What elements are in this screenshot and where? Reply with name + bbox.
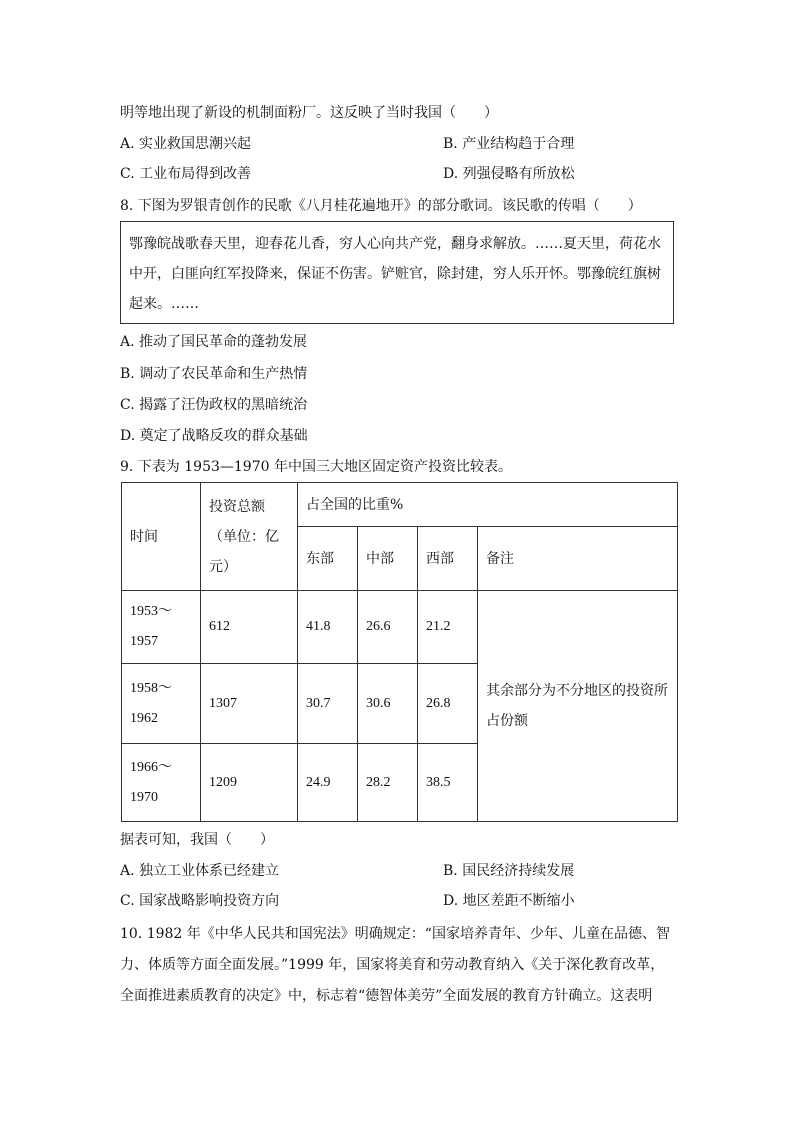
q9-stem: 9. 下表为 1953—1970 年中国三大地区固定资产投资比较表。 <box>120 459 512 475</box>
table-row <box>122 591 678 664</box>
q9-option-b[interactable]: B. 国民经济持续发展 <box>443 863 575 879</box>
header-share: 占全国的比重% <box>298 483 678 527</box>
row-west: 26.8 <box>418 664 478 744</box>
row-total: 1307 <box>201 664 298 744</box>
header-time: 时间 <box>122 483 201 591</box>
header-note: 备注 <box>478 527 678 591</box>
q8-lyrics-line-1: 鄂豫皖战歌春天里，迎春花儿香，穷人心向共产党，翻身求解放。……夏天里，荷花水 <box>129 236 661 252</box>
q9-after-table: 据表可知，我国（ ） <box>120 832 274 848</box>
period-line-2: 1962 <box>130 710 158 726</box>
row-east: 30.7 <box>298 664 358 744</box>
q8-option-a[interactable]: A. 推动了国民革命的蓬勃发展 <box>120 334 308 350</box>
header-total <box>201 483 298 591</box>
q8-lyrics-box <box>120 221 674 324</box>
row-total: 1209 <box>201 744 298 822</box>
q10-line-1: 10. 1982 年《中华人民共和国宪法》明确规定：“国家培养青年、少年、儿童在品德、智 <box>120 926 670 942</box>
q7-option-a[interactable]: A. 实业救国思潮兴起 <box>120 136 252 152</box>
q7-stem-tail: 明等地出现了新设的机制面粉厂。这反映了当时我国（ ） <box>120 105 498 121</box>
q8-stem: 8. 下图为罗银青创作的民歌《八月桂花遍地开》的部分歌词。该民歌的传唱（ ） <box>120 198 642 214</box>
q9-option-d[interactable]: D. 地区差距不断缩小 <box>443 893 575 909</box>
row-period <box>122 744 201 822</box>
note-cell <box>478 591 678 822</box>
q7-option-b[interactable]: B. 产业结构趋于合理 <box>443 136 575 152</box>
period-line-2: 1970 <box>130 789 158 805</box>
row-west: 38.5 <box>418 744 478 822</box>
row-total: 612 <box>201 591 298 664</box>
period-line-1: 1958～ <box>130 680 172 696</box>
row-central: 30.6 <box>358 664 418 744</box>
note-line-1: 其余部分为不分地区的投资所 <box>486 683 668 699</box>
header-east: 东部 <box>298 527 358 591</box>
row-period <box>122 591 201 664</box>
row-period <box>122 664 201 744</box>
header-total-line-1: 投资总额 <box>209 498 265 515</box>
q9-option-c[interactable]: C. 国家战略影响投资方向 <box>120 893 280 909</box>
q9-investment-table <box>121 482 678 822</box>
row-central: 28.2 <box>358 744 418 822</box>
header-central: 中部 <box>358 527 418 591</box>
row-east: 41.8 <box>298 591 358 664</box>
q8-lyrics-line-3: 起来。…… <box>129 296 199 312</box>
row-central: 26.6 <box>358 591 418 664</box>
q10-line-2: 力、体质等方面全面发展。”1999 年，国家将美育和劳动教育纳入《关于深化教育改革， <box>120 957 665 973</box>
header-total-line-3: 元） <box>209 558 237 575</box>
period-line-1: 1966～ <box>130 759 172 775</box>
period-line-2: 1957 <box>130 634 158 649</box>
period-line-1: 1953～ <box>130 604 172 619</box>
header-total-line-2: （单位：亿 <box>209 528 279 545</box>
row-east: 24.9 <box>298 744 358 822</box>
q8-option-c[interactable]: C. 揭露了汪伪政权的黑暗统治 <box>120 397 308 413</box>
q8-lyrics-line-2: 中开，白匪向红军投降来，保证不伤害。铲赃官，除封建，穷人乐开怀。鄂豫皖红旗树 <box>129 266 661 282</box>
q9-option-a[interactable]: A. 独立工业体系已经建立 <box>120 863 280 879</box>
row-west: 21.2 <box>418 591 478 664</box>
q7-option-d[interactable]: D. 列强侵略有所放松 <box>443 166 575 182</box>
q7-option-c[interactable]: C. 工业布局得到改善 <box>120 166 252 182</box>
header-west: 西部 <box>418 527 478 591</box>
q8-option-b[interactable]: B. 调动了农民革命和生产热情 <box>120 366 308 382</box>
q10-line-3: 全面推进素质教育的决定》中，标志着“德智体美劳”全面发展的教育方针确立。这表明 <box>120 988 653 1004</box>
q8-option-d[interactable]: D. 奠定了战略反攻的群众基础 <box>120 428 308 444</box>
note-line-2: 占份额 <box>486 713 528 729</box>
